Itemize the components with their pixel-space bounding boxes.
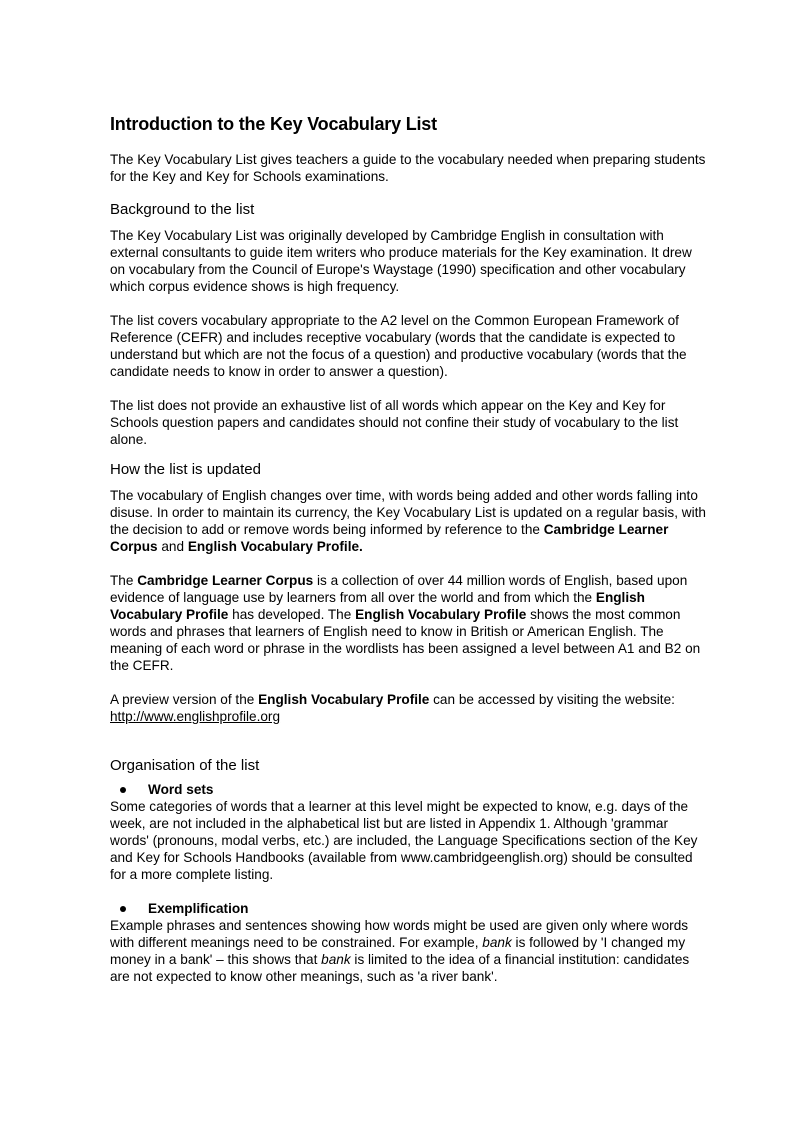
bullet-label: Word sets [148,782,214,797]
organisation-heading: Organisation of the list [110,757,260,774]
text-run: is limited to the idea of a financial institution: candidates are not expected to know other meanings, such as 'a river bank'. [110,952,690,984]
bold-term-english-vocabulary-profile: English Vocabulary Profile. [187,539,363,554]
background-paragraph-3: The list does not provide an exhaustive list of all words which appear on the Key and Key for Schools question papers and candidates should not confine their study of vocabulary to the list alone. [110,398,679,447]
bullet-item-word-sets [110,781,706,798]
updated-paragraph-1 [110,487,706,555]
text-run: is a collection of over 44 million words of English, based upon evidence of language use by learners from all over the world and from which the [110,573,688,605]
text-run: can be accessed by visiting the website: [429,692,675,707]
bold-term-cambridge-learner-corpus: Cambridge Learner Corpus [110,522,669,554]
text-run: shows the most common words and phrases that learners of English need to know in British or American English. The meaning of each word or phrase in the wordlists has been assigned a level between A1 and B2 on the CEFR. [110,607,701,673]
text-run: The [110,573,138,588]
updated-paragraph-3 [110,691,706,725]
bullet-label: Exemplification [148,901,249,916]
bold-term-english-vocabulary-profile: English Vocabulary Profile [110,590,645,622]
updated-paragraph-2 [110,572,706,674]
text-run: Example phrases and sentences showing how words might be used are given only where words with different meanings need to be constrained. For example, [110,918,689,950]
background-paragraph-2: The list covers vocabulary appropriate to the A2 level on the Common European Framework of Reference (CEFR) and includes receptive vocabulary (words that the candidate is expected to understand but which are not the focus of a question) and productive vocabulary (words that the candidate needs to know in order to answer a question). [110,313,687,379]
background-heading: Background to the list [110,201,255,218]
text-run: A preview version of the [110,692,259,707]
page-title: Introduction to the Key Vocabulary List [110,114,437,134]
bold-term-cambridge-learner-corpus: Cambridge Learner Corpus [137,573,314,588]
document-page [110,113,706,1002]
bold-term-english-vocabulary-profile: English Vocabulary Profile [258,692,430,707]
updated-heading: How the list is updated [110,461,261,478]
italic-term-bank: bank [321,952,351,967]
bullet-item-exemplification [110,900,706,917]
intro-paragraph: The Key Vocabulary List gives teachers a guide to the vocabulary needed when preparing students for the Key and Key for Schools examinations. [110,152,706,184]
bullet-dot-icon [120,906,126,912]
text-run: is followed by 'I changed my money in a bank' – this shows that [110,935,686,967]
word-sets-paragraph: Some categories of words that a learner at this level might be expected to know, e.g. days of the week, are not included in the alphabetical list but are listed in Appendix 1. Although 'grammar words' (pronouns, modal verbs, etc.) are included, the Language Specifications section of the Key and Key for Schools Handbooks (available from www.cambridgeenglish.org) should be consulted for a more complete listing. [110,799,698,882]
text-run: The vocabulary of English changes over time, with words being added and other words falling into disuse. In order to maintain its currency, the Key Vocabulary List is updated on a regular basis, with the decision to add or remove words being informed by reference to the [110,488,706,537]
exemplification-paragraph [110,917,706,985]
text-run: and [157,539,188,554]
bold-term-english-vocabulary-profile: English Vocabulary Profile [355,607,527,622]
text-run: has developed. The [228,607,356,622]
italic-term-bank: bank [482,935,512,950]
background-paragraph-1: The Key Vocabulary List was originally developed by Cambridge English in consultation with external consultants to guide item writers who produce materials for the Key examination. It drew on vocabulary from the Council of Europe's Waystage (1990) specification and other vocabulary which corpus evidence shows is high frequency. [110,228,692,294]
bullet-dot-icon [120,787,126,793]
englishprofile-link[interactable]: http://www.englishprofile.org [110,709,281,724]
